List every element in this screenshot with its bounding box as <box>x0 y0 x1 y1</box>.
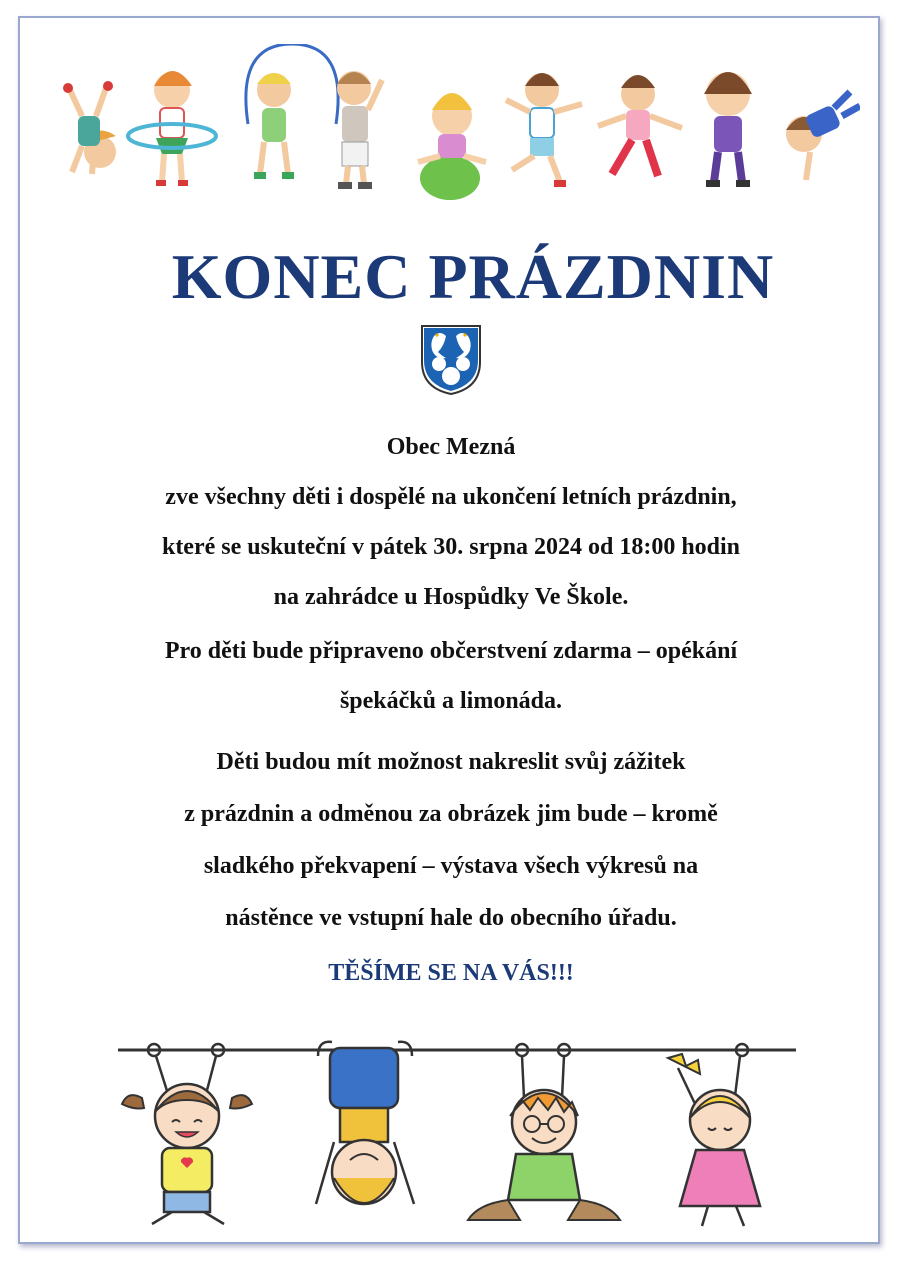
boy-glasses-figure <box>468 1044 620 1220</box>
invitation-line: které se uskuteční v pátek 30. srpna 2024 od 18:00 hodin <box>161 534 741 560</box>
kid-jump-rope-figure <box>246 44 338 179</box>
kid-waving-figure <box>337 71 382 189</box>
refreshment-line: špekáčků a limonáda. <box>339 688 563 714</box>
drawing-paragraph <box>20 736 882 944</box>
refreshment-paragraph <box>20 626 882 726</box>
drawing-line: Děti budou mít možnost nakreslit svůj zážitek <box>216 749 686 775</box>
kid-cartwheel-figure <box>63 81 116 174</box>
kid-stretching-figure <box>598 75 682 176</box>
refreshment-line: Pro děti bude připraveno občerstvení zdarma – opékání <box>164 638 738 664</box>
girl-pigtails-figure <box>122 1044 252 1224</box>
drawing-line: sladkého překvapení – výstava všech výkresů na <box>203 853 699 879</box>
kid-winking-figure <box>704 72 752 187</box>
coat-of-arms-icon <box>420 324 482 396</box>
invitation-line: na zahrádce u Hospůdky Ve Škole. <box>273 584 629 610</box>
kid-handstand-figure <box>786 92 860 180</box>
kid-on-ball-figure <box>418 93 486 200</box>
poster-title: KONEC PRÁZDNIN <box>171 241 775 312</box>
poster-page <box>18 16 880 1244</box>
invitation-paragraph <box>20 422 882 622</box>
drawing-line: nástěnce ve vstupní hale do obecního úřadu. <box>225 905 677 931</box>
invitation-line: zve všechny děti i dospělé na ukončení letních prázdnin, <box>165 484 737 510</box>
girl-blonde-figure <box>668 1044 760 1226</box>
children-exercising-illustration <box>42 44 860 204</box>
boy-upside-down-figure <box>316 1042 414 1204</box>
drawing-line: z prázdnin a odměnou za obrázek jim bude – kromě <box>184 801 718 827</box>
organizer-line: Obec Mezná <box>386 434 516 460</box>
kid-hula-hoop-figure <box>128 71 216 186</box>
kid-jumping-figure <box>506 73 582 187</box>
closing-text: TĚŠÍME SE NA VÁS!!! <box>328 960 574 986</box>
children-hanging-on-bar-illustration <box>112 1028 802 1234</box>
